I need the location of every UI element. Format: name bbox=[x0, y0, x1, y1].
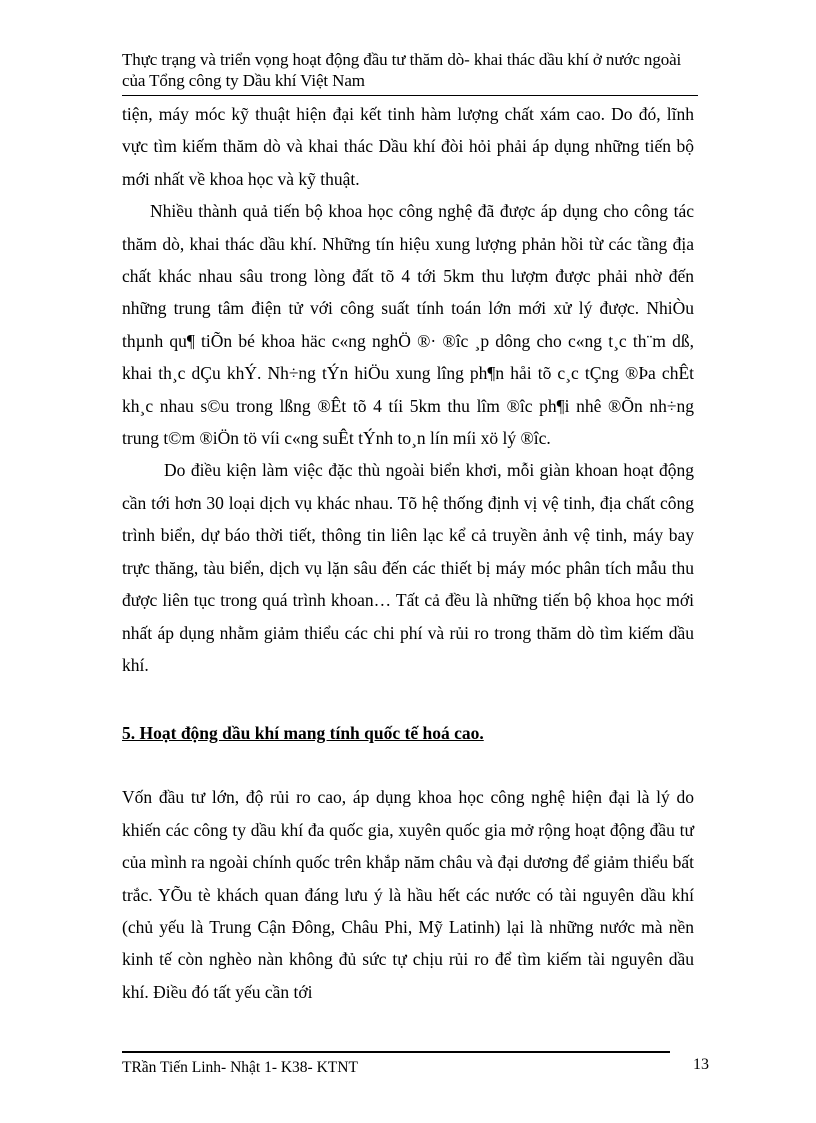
page-header bbox=[122, 49, 698, 91]
footer-rule bbox=[122, 1051, 670, 1053]
page-number: 13 bbox=[693, 1056, 709, 1073]
section-heading: 5. Hoạt động dầu khí mang tính quốc tế hoá cao. bbox=[122, 723, 484, 744]
footer-author: TRần Tiến Linh- Nhật 1- K38- KTNT bbox=[122, 1059, 358, 1076]
paragraph-offshore-services: Do điều kiện làm việc đặc thù ngoài biển khơi, mỗi giàn khoan hoạt động cần tới hơn 30 loại dịch vụ khác nhau. Tõ hệ thống định vị vệ tinh, địa chất công trình biển, dự báo thời tiết, thông tin liên lạc kể cả truyền ảnh vệ tinh, máy bay trực thăng, tàu biển, dịch vụ lặn sâu đến các thiết bị máy móc phân tích mẫu thu được liên tục trong quá trình khoan… Tất cả đều là những tiến bộ khoa học mới nhất áp dụng nhằm giảm thiểu các chi phí và rủi ro trong thăm dò tìm kiếm dầu khí. bbox=[122, 460, 694, 675]
paragraph-continuation: tiện, máy móc kỹ thuật hiện đại kết tinh hàm lượng chất xám cao. Do đó, lĩnh vực tìm kiếm thăm dò và khai thác Dầu khí đòi hỏi phải áp dụng những tiến bộ mới nhất về khoa học và kỹ thuật. bbox=[122, 104, 694, 189]
header-title: Thực trạng và triển vọng hoạt động đầu tư thăm dò- khai thác dầu khí ở nước ngoài của Tổng công ty Dầu khí Việt Nam bbox=[122, 50, 682, 90]
paragraph-internationalization: Vốn đầu tư lớn, độ rủi ro cao, áp dụng khoa học công nghệ hiện đại là lý do khiến các công ty dầu khí đa quốc gia, xuyên quốc gia mở rộng hoạt động đầu tư của mình ra ngoài chính quốc trên khắp năm châu và đại dương để giảm thiểu bất trắc. YÕu tè khách quan đáng lưu ý là hầu hết các nước có tài nguyên dầu khí (chủ yếu là Trung Cận Đông, Châu Phi, Mỹ Latinh) lại là những nước mà nền kinh tế còn nghèo nàn không đủ sức tự chịu rủi ro để tìm kiếm tài nguyên dầu khí. Điều đó tất yếu cần tới bbox=[122, 787, 694, 1002]
paragraph-technology-advances: Nhiều thành quả tiến bộ khoa học công nghệ đã được áp dụng cho công tác thăm dò, khai thác dầu khí. Những tín hiệu xung lượng phản hồi từ các tầng địa chất khác nhau sâu trong lòng đất tõ 4 tới 5km thu lượm được phải nhờ đến những trung tâm điện tử với công suất tính toán lớn mới xử lý được. NhiÒu thµnh qu¶ tiÕn bé khoa häc c«ng nghÖ ®· ®îc ¸p dông cho c«ng t¸c th¨m dß, khai th¸c dÇu khÝ. Nh÷ng tÝn hiÖu xung lîng ph¶n håi tõ c¸c tÇng ®Þa chÊt kh¸c nhau s©u trong lßng ®Êt tõ 4 tíi 5km thu lîm ®îc ph¶i nhê ®Õn nh÷ng trung t©m ®iÖn tö víi c«ng suÊt tÝnh to¸n lín míi xö lý ®îc. bbox=[122, 201, 694, 449]
document-body bbox=[122, 98, 694, 1008]
header-rule bbox=[122, 95, 698, 96]
